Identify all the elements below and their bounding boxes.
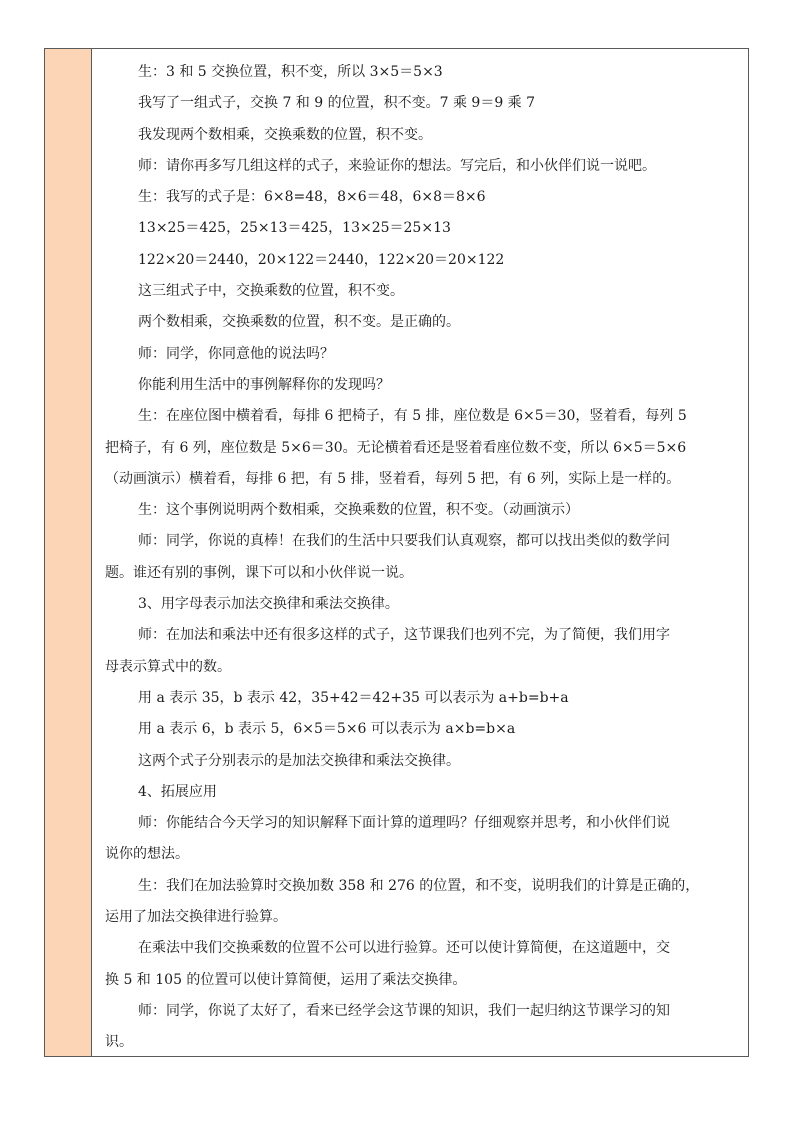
lesson-content-cell <box>92 49 748 1056</box>
text-line: 师：同学，你说的真棒！在我们的生活中只要我们认真观察，都可以找出类似的数学问 <box>138 533 670 550</box>
text-line: 生：在座位图中横着看，每排 6 把椅子，有 5 排，座位数是 6×5＝30，竖着看，每列 5 <box>138 408 687 425</box>
label-column <box>45 49 92 1056</box>
text-line: 用 a 表示 35，b 表示 42，35+42＝42+35 可以表示为 a+b=b+a <box>138 689 569 706</box>
text-line: 运用了加法交换律进行验算。 <box>105 909 287 926</box>
text-line: 4、拓展应用 <box>138 783 217 800</box>
text-line: 这三组式子中，交换乘数的位置，积不变。 <box>138 283 404 300</box>
text-line: 识。 <box>105 1034 133 1051</box>
text-line: 用 a 表示 6，b 表示 5，6×5＝5×6 可以表示为 a×b=b×a <box>138 721 516 738</box>
text-line: 3、用字母表示加法交换律和乘法交换律。 <box>138 596 399 613</box>
text-line: 13×25＝425，25×13＝425，13×25＝25×13 <box>138 220 451 237</box>
text-line: 122×20＝2440，20×122＝2440，122×20＝20×122 <box>138 251 505 268</box>
text-line: （动画演示）横着看，每排 6 把，有 5 排，竖着看，每列 5 把，有 6 列，实际上是一样的。 <box>105 470 681 487</box>
text-line: 母表示算式中的数。 <box>105 658 231 675</box>
text-line: 生：我写的式子是：6×8=48，8×6＝48，6×8＝8×6 <box>138 189 486 206</box>
text-line: 题。谁还有别的事例，课下可以和小伙伴说一说。 <box>105 564 413 581</box>
text-line: 我写了一组式子，交换 7 和 9 的位置，积不变。7 乘 9＝9 乘 7 <box>138 95 536 112</box>
text-line: 师：在加法和乘法中还有很多这样的式子，这节课我们也列不完，为了简便，我们用字 <box>138 627 670 644</box>
text-line: 说你的想法。 <box>105 846 189 863</box>
text-line: 师：请你再多写几组这样的式子，来验证你的想法。写完后，和小伙伴们说一说吧。 <box>138 157 656 174</box>
text-line: 你能利用生活中的事例解释你的发现吗？ <box>138 376 390 393</box>
text-line: 师：你能结合今天学习的知识解释下面计算的道理吗？仔细观察并思考，和小伙伴们说 <box>138 815 670 832</box>
text-line: 两个数相乘，交换乘数的位置，积不变。是正确的。 <box>138 314 460 331</box>
text-line: 生：3 和 5 交换位置，积不变，所以 3×5＝5×3 <box>138 64 443 80</box>
text-line: 我发现两个数相乘，交换乘数的位置，积不变。 <box>138 126 432 143</box>
text-line: 师：同学，你说了太好了，看来已经学会这节课的知识，我们一起归纳这节课学习的知 <box>138 1002 670 1019</box>
text-line: 师：同学，你同意他的说法吗？ <box>138 345 334 362</box>
text-line: 这两个式子分别表示的是加法交换律和乘法交换律。 <box>138 752 460 769</box>
text-line: 把椅子，有 6 列，座位数是 5×6＝30。无论横着看还是竖着看座位数不变，所以 6×5＝5×6 <box>105 439 687 456</box>
text-line: 在乘法中我们交换乘数的位置不公可以进行验算。还可以使计算简便，在这道题中，交 <box>138 940 670 957</box>
lesson-table <box>44 48 749 1057</box>
text-line: 换 5 和 105 的位置可以使计算简便，运用了乘法交换律。 <box>105 971 467 988</box>
text-line: 生：我们在加法验算时交换加数 358 和 276 的位置，和不变，说明我们的计算是正确的， <box>138 877 700 894</box>
text-line: 生：这个事例说明两个数相乘，交换乘数的位置，积不变。（动画演示） <box>138 502 579 519</box>
